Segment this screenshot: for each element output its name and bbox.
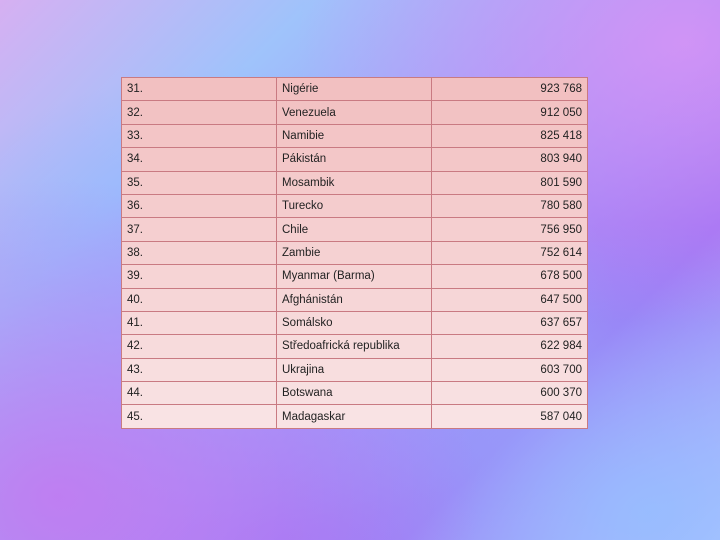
rank-cell: 44.: [122, 382, 277, 405]
table-row: [122, 78, 588, 101]
area-cell: 622 984: [432, 335, 588, 358]
rank-cell: 45.: [122, 405, 277, 428]
rank-cell: 40.: [122, 288, 277, 311]
table-row: [122, 241, 588, 264]
table-row: [122, 218, 588, 241]
table-row: [122, 335, 588, 358]
table-row: [122, 311, 588, 334]
area-cell: 678 500: [432, 265, 588, 288]
country-cell: Chile: [277, 218, 432, 241]
country-cell: Botswana: [277, 382, 432, 405]
area-cell: 752 614: [432, 241, 588, 264]
table-row: [122, 405, 588, 428]
rank-cell: 43.: [122, 358, 277, 381]
table-row: [122, 148, 588, 171]
rank-cell: 33.: [122, 124, 277, 147]
table-row: [122, 101, 588, 124]
table-row: [122, 194, 588, 217]
rank-cell: 39.: [122, 265, 277, 288]
country-cell: Zambie: [277, 241, 432, 264]
country-cell: Venezuela: [277, 101, 432, 124]
area-cell: 825 418: [432, 124, 588, 147]
rank-cell: 31.: [122, 78, 277, 101]
area-cell: 803 940: [432, 148, 588, 171]
rank-cell: 37.: [122, 218, 277, 241]
country-cell: Středoafrická republika: [277, 335, 432, 358]
table-row: [122, 358, 588, 381]
area-cell: 647 500: [432, 288, 588, 311]
table-row: [122, 382, 588, 405]
table-row: [122, 288, 588, 311]
country-cell: Myanmar (Barma): [277, 265, 432, 288]
rank-cell: 35.: [122, 171, 277, 194]
area-cell: 637 657: [432, 311, 588, 334]
area-cell: 600 370: [432, 382, 588, 405]
rank-cell: 32.: [122, 101, 277, 124]
rank-cell: 42.: [122, 335, 277, 358]
area-cell: 587 040: [432, 405, 588, 428]
country-cell: Turecko: [277, 194, 432, 217]
country-cell: Pákistán: [277, 148, 432, 171]
table-row: [122, 124, 588, 147]
rank-cell: 38.: [122, 241, 277, 264]
rank-cell: 34.: [122, 148, 277, 171]
rank-cell: 41.: [122, 311, 277, 334]
country-cell: Nigérie: [277, 78, 432, 101]
area-cell: 756 950: [432, 218, 588, 241]
table-row: [122, 265, 588, 288]
area-cell: 912 050: [432, 101, 588, 124]
country-cell: Madagaskar: [277, 405, 432, 428]
area-cell: 603 700: [432, 358, 588, 381]
rank-cell: 36.: [122, 194, 277, 217]
area-cell: 780 580: [432, 194, 588, 217]
area-cell: 923 768: [432, 78, 588, 101]
country-cell: Ukrajina: [277, 358, 432, 381]
country-area-table: [121, 77, 588, 429]
area-cell: 801 590: [432, 171, 588, 194]
country-cell: Somálsko: [277, 311, 432, 334]
country-cell: Namibie: [277, 124, 432, 147]
country-cell: Mosambik: [277, 171, 432, 194]
table-row: [122, 171, 588, 194]
country-cell: Afghánistán: [277, 288, 432, 311]
